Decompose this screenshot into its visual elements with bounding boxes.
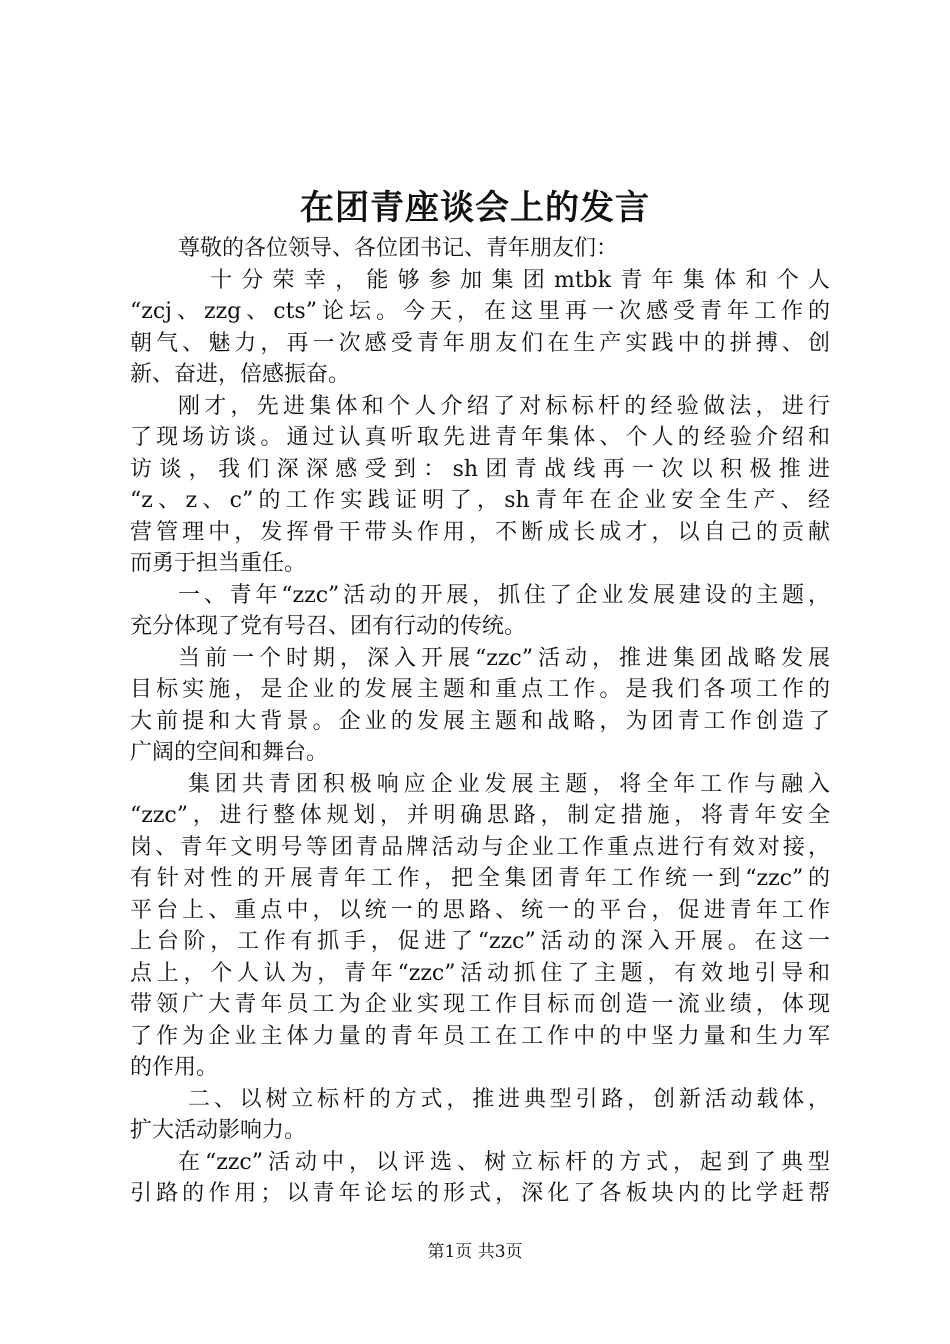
text-line: 平台上、重点中，以统一的思路、统一的平台，促进青年工作 [130, 897, 830, 923]
text-line: 的作用。 [130, 1055, 219, 1080]
text-line: 广阔的空间和舞台。 [130, 740, 329, 765]
text-line: 营管理中，发挥骨干带头作用，不断成长成才，以自己的贡献 [130, 519, 830, 545]
text-line: 一、青年“zzc”活动的开展，抓住了企业发展建设的主题， [178, 582, 830, 608]
text-line: 有针对性的开展青年工作，把全集团青年工作统一到“zzc”的 [130, 866, 830, 891]
text-line: “z、z、c”的工作实践证明了，sh青年在企业安全生产、经 [130, 488, 830, 513]
text-line: 了现场访谈。通过认真听取先进青年集体、个人的经验介绍和 [130, 425, 830, 450]
text-line: 新、奋进，倍感振奋。 [130, 362, 351, 387]
text-line: 二、以树立标杆的方式，推进典型引路，创新活动载体， [188, 1086, 830, 1112]
text-line: 带领广大青年员工为企业实现工作目标而创造一流业绩，体现 [130, 992, 830, 1017]
text-line: 岗、青年文明号等团青品牌活动与企业工作重点进行有效对接， [130, 834, 830, 860]
text-line: 大前提和大背景。企业的发展主题和战略，为团青工作创造了 [130, 708, 830, 734]
text-line: 引路的作用；以青年论坛的形式，深化了各板块内的比学赶帮 [130, 1181, 830, 1206]
text-line: 目标实施，是企业的发展主题和重点工作。是我们各项工作的 [130, 677, 830, 702]
document-body [130, 233, 830, 1210]
text-line: “zcj、zzg、cts”论坛。今天，在这里再一次感受青年工作的 [130, 299, 830, 324]
text-line: 上台阶，工作有抓手，促进了“zzc”活动的深入开展。在这一 [130, 929, 830, 954]
text-line: 而勇于担当重任。 [130, 551, 307, 576]
text-line: 朝气、魅力，再一次感受青年朋友们在生产实践中的拼搏、创 [130, 330, 830, 356]
text-line: 十分荣幸，能够参加集团mtbk青年集体和个人 [210, 267, 830, 293]
text-line: 访谈，我们深深感受到：sh团青战线再一次以积极推进 [130, 456, 830, 482]
text-line: “zzc”，进行整体规划，并明确思路，制定措施，将青年安全 [130, 803, 830, 828]
text-line: 刚才，先进集体和个人介绍了对标标杆的经验做法，进行 [178, 393, 830, 419]
text-line: 当前一个时期，深入开展“zzc”活动，推进集团战略发展 [178, 645, 830, 671]
text-line: 了作为企业主体力量的青年员工在工作中的中坚力量和生力军 [130, 1023, 830, 1049]
text-line: 充分体现了党有号召、团有行动的传统。 [130, 614, 527, 639]
text-line: 扩大活动影响力。 [130, 1118, 307, 1143]
text-line: 集团共青团积极响应企业发展主题，将全年工作与融入 [188, 771, 830, 797]
page-title: 在团青座谈会上的发言 [300, 188, 650, 228]
text-line: 在“zzc”活动中，以评选、树立标杆的方式，起到了典型 [178, 1149, 830, 1175]
text-line: 点上，个人认为，青年“zzc”活动抓住了主题，有效地引导和 [130, 960, 830, 986]
text-line: 尊敬的各位领导、各位团书记、青年朋友们： [178, 236, 619, 261]
page-number-footer: 第1页 共3页 [427, 1242, 523, 1262]
